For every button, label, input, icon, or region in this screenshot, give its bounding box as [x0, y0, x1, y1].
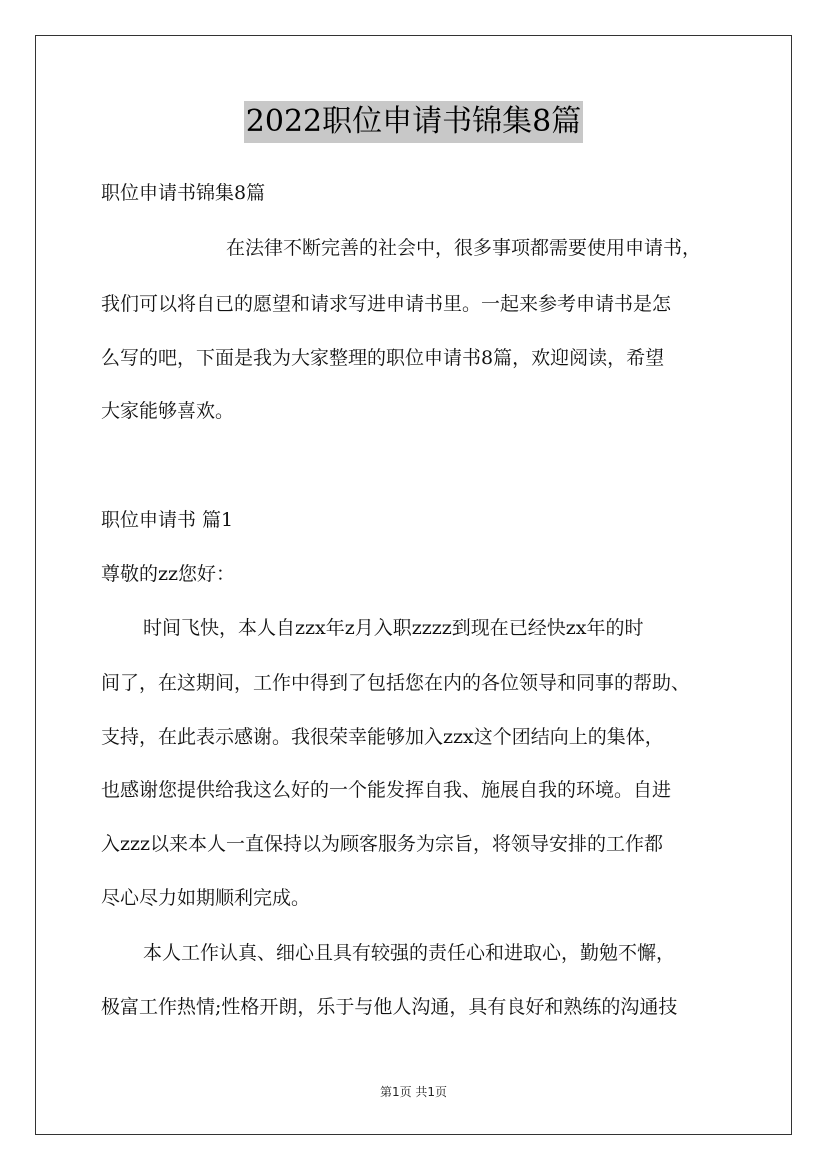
section-heading: 职位申请书 篇1 [101, 509, 234, 531]
paragraph-line: 极富工作热情;性格开朗，乐于与他人沟通，具有良好和熟练的沟通技 [101, 996, 678, 1018]
paragraph-line: 间了，在这期间，工作中得到了包括您在内的各位领导和同事的帮助、 [101, 672, 691, 694]
salutation: 尊敬的zz您好： [101, 563, 236, 585]
paragraph-line: 本人工作认真、细心且具有较强的责任心和进取心，勤勉不懈， [143, 942, 676, 964]
paragraph-line: 支持，在此表示感谢。我很荣幸能够加入zzx这个团结向上的集体， [101, 726, 664, 748]
intro-line: 大家能够喜欢。 [101, 400, 235, 422]
document-title: 2022职位申请书锦集8篇 [244, 101, 583, 143]
intro-line: 我们可以将自已的愿望和请求写进申请书里。一起来参考申请书是怎 [101, 293, 672, 315]
paragraph-line: 入zzz以来本人一直保持以为顾客服务为宗旨，将领导安排的工作都 [101, 833, 664, 855]
intro-line: 么写的吧，下面是我为大家整理的职位申请书8篇，欢迎阅读，希望 [101, 347, 665, 369]
paragraph-line: 时间飞快，本人自zzx年z月入职zzzz到现在已经快zx年的时 [143, 617, 644, 639]
title-container [0, 101, 827, 143]
page-footer: 第1页 共1页 [379, 1085, 448, 1099]
paragraph-line: 尽心尽力如期顺利完成。 [101, 887, 311, 909]
paragraph-line: 也感谢您提供给我这么好的一个能发挥自我、施展自我的环境。自进 [101, 779, 672, 801]
intro-line: 在法律不断完善的社会中，很多事项都需要使用申请书， [226, 237, 702, 259]
document-subtitle: 职位申请书锦集8篇 [101, 182, 266, 204]
